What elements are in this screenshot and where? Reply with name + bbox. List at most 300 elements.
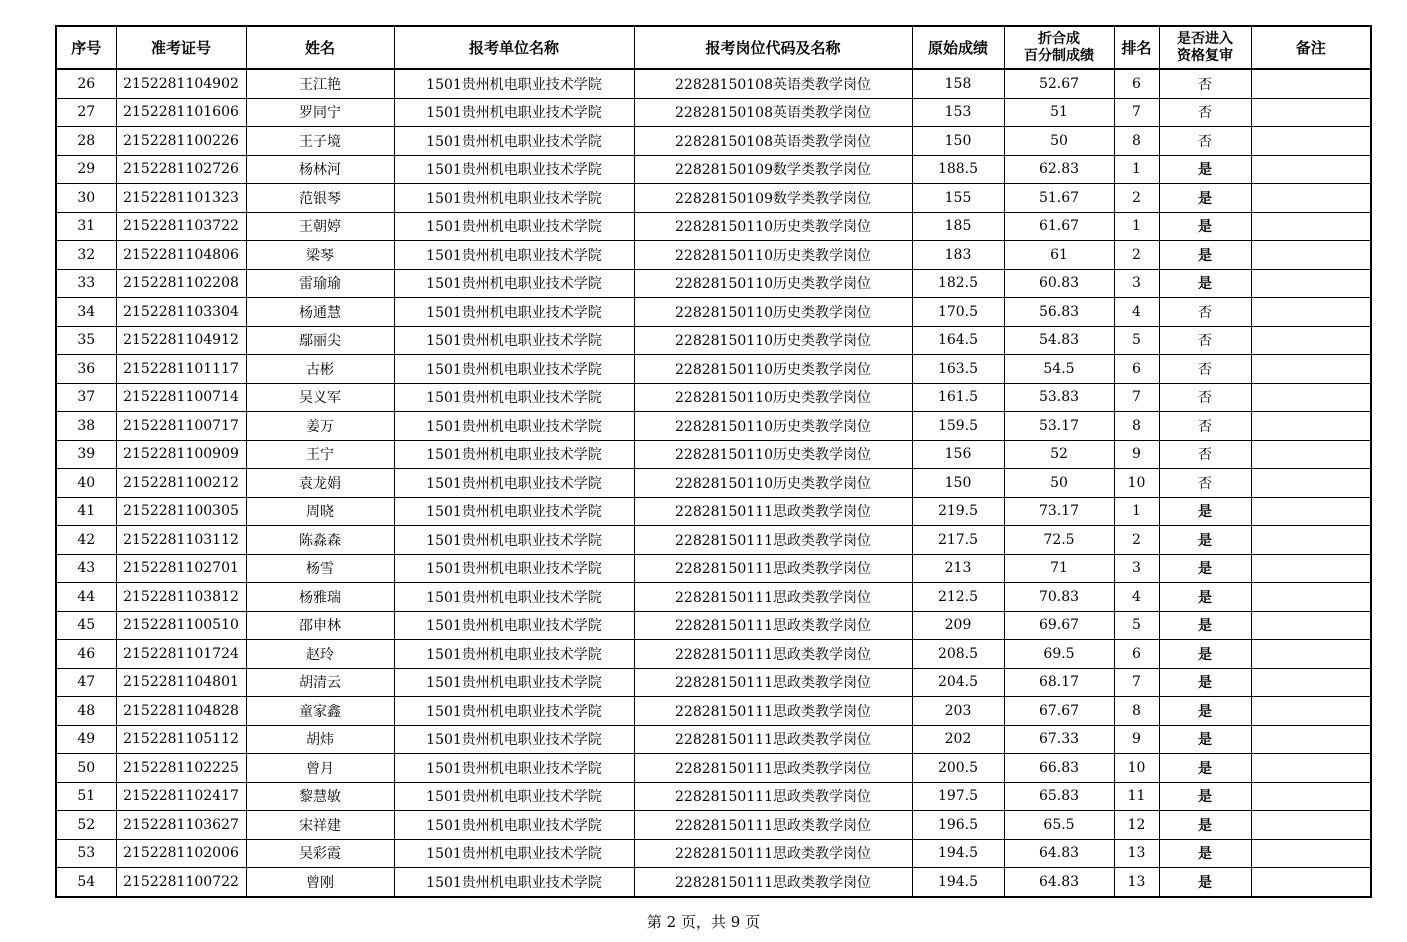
- cell-position: 22828150110历史类教学岗位: [634, 383, 912, 412]
- cell-rank: 2: [1114, 241, 1159, 270]
- cell-exam-id: 2152281100714: [116, 383, 246, 412]
- cell-converted-score: 52: [1004, 440, 1114, 469]
- cell-exam-id: 2152281103112: [116, 526, 246, 555]
- table-row: [56, 326, 1371, 355]
- cell-converted-score: 73.17: [1004, 497, 1114, 526]
- cell-no: 44: [56, 583, 116, 612]
- cell-unit: 1501贵州机电职业技术学院: [394, 811, 634, 840]
- cell-converted-score: 54.5: [1004, 355, 1114, 384]
- cell-qualify: 是: [1159, 668, 1251, 697]
- cell-converted-score: 67.33: [1004, 725, 1114, 754]
- cell-raw-score: 188.5: [912, 155, 1004, 184]
- header-qualify-line1: 是否进入: [1177, 30, 1233, 47]
- cell-rank: 1: [1114, 155, 1159, 184]
- header-converted-score-line1: 折合成: [1038, 30, 1080, 47]
- cell-position: 22828150111思政类教学岗位: [634, 868, 912, 897]
- cell-rank: 4: [1114, 298, 1159, 327]
- cell-qualify: 是: [1159, 526, 1251, 555]
- cell-remark: [1251, 554, 1371, 583]
- cell-exam-id: 2152281104902: [116, 69, 246, 98]
- cell-qualify: 是: [1159, 782, 1251, 811]
- cell-remark: [1251, 298, 1371, 327]
- cell-qualify: 否: [1159, 326, 1251, 355]
- cell-exam-id: 2152281100717: [116, 412, 246, 441]
- cell-raw-score: 203: [912, 697, 1004, 726]
- table-row: [56, 611, 1371, 640]
- cell-converted-score: 50: [1004, 469, 1114, 498]
- cell-name: 童家鑫: [246, 697, 394, 726]
- cell-position: 22828150108英语类教学岗位: [634, 127, 912, 156]
- cell-unit: 1501贵州机电职业技术学院: [394, 697, 634, 726]
- header-converted-score: [1004, 26, 1114, 69]
- header-name: 姓名: [246, 26, 394, 69]
- table-row: [56, 127, 1371, 156]
- cell-exam-id: 2152281102417: [116, 782, 246, 811]
- cell-converted-score: 54.83: [1004, 326, 1114, 355]
- cell-remark: [1251, 497, 1371, 526]
- cell-no: 48: [56, 697, 116, 726]
- cell-qualify: 是: [1159, 839, 1251, 868]
- cell-remark: [1251, 440, 1371, 469]
- cell-rank: 9: [1114, 725, 1159, 754]
- cell-converted-score: 65.83: [1004, 782, 1114, 811]
- cell-no: 51: [56, 782, 116, 811]
- table-row: [56, 811, 1371, 840]
- cell-exam-id: 2152281104801: [116, 668, 246, 697]
- cell-qualify: 是: [1159, 754, 1251, 783]
- cell-position: 22828150111思政类教学岗位: [634, 668, 912, 697]
- cell-converted-score: 51.67: [1004, 184, 1114, 213]
- cell-position: 22828150111思政类教学岗位: [634, 583, 912, 612]
- cell-position: 22828150111思政类教学岗位: [634, 611, 912, 640]
- cell-position: 22828150110历史类教学岗位: [634, 440, 912, 469]
- table-row: [56, 412, 1371, 441]
- cell-exam-id: 2152281100909: [116, 440, 246, 469]
- cell-name: 王江艳: [246, 69, 394, 98]
- table-row: [56, 241, 1371, 270]
- cell-qualify: 是: [1159, 697, 1251, 726]
- cell-converted-score: 69.67: [1004, 611, 1114, 640]
- header-qualify: [1159, 26, 1251, 69]
- cell-qualify: 否: [1159, 98, 1251, 127]
- cell-position: 22828150111思政类教学岗位: [634, 782, 912, 811]
- cell-no: 32: [56, 241, 116, 270]
- cell-remark: [1251, 526, 1371, 555]
- cell-exam-id: 2152281101117: [116, 355, 246, 384]
- table-row: [56, 98, 1371, 127]
- cell-remark: [1251, 611, 1371, 640]
- cell-qualify: 否: [1159, 355, 1251, 384]
- cell-rank: 12: [1114, 811, 1159, 840]
- cell-qualify: 是: [1159, 241, 1251, 270]
- cell-position: 22828150111思政类教学岗位: [634, 640, 912, 669]
- cell-position: 22828150110历史类教学岗位: [634, 298, 912, 327]
- cell-exam-id: 2152281101724: [116, 640, 246, 669]
- cell-raw-score: 156: [912, 440, 1004, 469]
- cell-exam-id: 2152281102726: [116, 155, 246, 184]
- header-position: 报考岗位代码及名称: [634, 26, 912, 69]
- cell-name: 曾刚: [246, 868, 394, 897]
- cell-unit: 1501贵州机电职业技术学院: [394, 127, 634, 156]
- cell-unit: 1501贵州机电职业技术学院: [394, 155, 634, 184]
- cell-name: 宋祥建: [246, 811, 394, 840]
- cell-converted-score: 72.5: [1004, 526, 1114, 555]
- cell-converted-score: 65.5: [1004, 811, 1114, 840]
- cell-name: 王宁: [246, 440, 394, 469]
- cell-name: 鄢丽尖: [246, 326, 394, 355]
- table-row: [56, 583, 1371, 612]
- cell-exam-id: 2152281105112: [116, 725, 246, 754]
- cell-converted-score: 64.83: [1004, 839, 1114, 868]
- cell-rank: 7: [1114, 98, 1159, 127]
- cell-qualify: 否: [1159, 127, 1251, 156]
- cell-exam-id: 2152281100212: [116, 469, 246, 498]
- cell-position: 22828150111思政类教学岗位: [634, 497, 912, 526]
- cell-exam-id: 2152281100226: [116, 127, 246, 156]
- table-row: [56, 184, 1371, 213]
- cell-position: 22828150110历史类教学岗位: [634, 326, 912, 355]
- cell-position: 22828150110历史类教学岗位: [634, 469, 912, 498]
- cell-remark: [1251, 868, 1371, 897]
- cell-qualify: 是: [1159, 184, 1251, 213]
- cell-rank: 3: [1114, 554, 1159, 583]
- cell-no: 45: [56, 611, 116, 640]
- cell-rank: 11: [1114, 782, 1159, 811]
- cell-raw-score: 159.5: [912, 412, 1004, 441]
- cell-remark: [1251, 839, 1371, 868]
- cell-remark: [1251, 184, 1371, 213]
- cell-name: 曾月: [246, 754, 394, 783]
- cell-unit: 1501贵州机电职业技术学院: [394, 611, 634, 640]
- cell-raw-score: 202: [912, 725, 1004, 754]
- cell-no: 28: [56, 127, 116, 156]
- cell-unit: 1501贵州机电职业技术学院: [394, 839, 634, 868]
- cell-remark: [1251, 69, 1371, 98]
- cell-name: 陈淼森: [246, 526, 394, 555]
- cell-exam-id: 2152281104806: [116, 241, 246, 270]
- cell-unit: 1501贵州机电职业技术学院: [394, 440, 634, 469]
- cell-remark: [1251, 782, 1371, 811]
- cell-name: 梁琴: [246, 241, 394, 270]
- cell-unit: 1501贵州机电职业技术学院: [394, 782, 634, 811]
- header-unit: 报考单位名称: [394, 26, 634, 69]
- table-row: [56, 440, 1371, 469]
- cell-rank: 8: [1114, 697, 1159, 726]
- cell-position: 22828150111思政类教学岗位: [634, 526, 912, 555]
- cell-rank: 4: [1114, 583, 1159, 612]
- cell-qualify: 是: [1159, 212, 1251, 241]
- cell-qualify: 是: [1159, 868, 1251, 897]
- cell-unit: 1501贵州机电职业技术学院: [394, 469, 634, 498]
- cell-qualify: 是: [1159, 811, 1251, 840]
- cell-position: 22828150108英语类教学岗位: [634, 69, 912, 98]
- cell-unit: 1501贵州机电职业技术学院: [394, 583, 634, 612]
- cell-converted-score: 71: [1004, 554, 1114, 583]
- cell-no: 34: [56, 298, 116, 327]
- cell-remark: [1251, 127, 1371, 156]
- cell-raw-score: 196.5: [912, 811, 1004, 840]
- cell-remark: [1251, 241, 1371, 270]
- cell-no: 46: [56, 640, 116, 669]
- cell-name: 胡炜: [246, 725, 394, 754]
- cell-exam-id: 2152281100722: [116, 868, 246, 897]
- cell-name: 雷瑜瑜: [246, 269, 394, 298]
- cell-converted-score: 60.83: [1004, 269, 1114, 298]
- cell-rank: 3: [1114, 269, 1159, 298]
- cell-rank: 9: [1114, 440, 1159, 469]
- cell-unit: 1501贵州机电职业技术学院: [394, 298, 634, 327]
- cell-exam-id: 2152281104828: [116, 697, 246, 726]
- cell-remark: [1251, 155, 1371, 184]
- cell-name: 杨通慧: [246, 298, 394, 327]
- cell-raw-score: 197.5: [912, 782, 1004, 811]
- table-row: [56, 782, 1371, 811]
- table-row: [56, 269, 1371, 298]
- cell-no: 33: [56, 269, 116, 298]
- table-row: [56, 640, 1371, 669]
- header-row: [56, 26, 1371, 69]
- cell-qualify: 是: [1159, 611, 1251, 640]
- cell-qualify: 是: [1159, 583, 1251, 612]
- cell-no: 41: [56, 497, 116, 526]
- cell-position: 22828150111思政类教学岗位: [634, 554, 912, 583]
- cell-name: 王子境: [246, 127, 394, 156]
- cell-exam-id: 2152281102701: [116, 554, 246, 583]
- cell-unit: 1501贵州机电职业技术学院: [394, 412, 634, 441]
- cell-unit: 1501贵州机电职业技术学院: [394, 383, 634, 412]
- cell-unit: 1501贵州机电职业技术学院: [394, 326, 634, 355]
- cell-rank: 5: [1114, 326, 1159, 355]
- table-body: [56, 69, 1371, 897]
- cell-position: 22828150110历史类教学岗位: [634, 269, 912, 298]
- table-row: [56, 69, 1371, 98]
- cell-position: 22828150109数学类教学岗位: [634, 155, 912, 184]
- cell-converted-score: 56.83: [1004, 298, 1114, 327]
- header-exam-id: 准考证号: [116, 26, 246, 69]
- cell-remark: [1251, 725, 1371, 754]
- table-row: [56, 212, 1371, 241]
- cell-no: 52: [56, 811, 116, 840]
- cell-position: 22828150111思政类教学岗位: [634, 754, 912, 783]
- table-row: [56, 725, 1371, 754]
- cell-raw-score: 158: [912, 69, 1004, 98]
- header-qualify-line2: 资格复审: [1177, 47, 1233, 64]
- table-row: [56, 668, 1371, 697]
- cell-name: 袁龙娟: [246, 469, 394, 498]
- cell-raw-score: 163.5: [912, 355, 1004, 384]
- cell-remark: [1251, 754, 1371, 783]
- header-rank: 排名: [1114, 26, 1159, 69]
- cell-name: 赵玲: [246, 640, 394, 669]
- cell-raw-score: 164.5: [912, 326, 1004, 355]
- cell-converted-score: 62.83: [1004, 155, 1114, 184]
- cell-rank: 10: [1114, 469, 1159, 498]
- cell-raw-score: 150: [912, 127, 1004, 156]
- cell-remark: [1251, 98, 1371, 127]
- cell-rank: 1: [1114, 212, 1159, 241]
- cell-converted-score: 61: [1004, 241, 1114, 270]
- cell-converted-score: 53.83: [1004, 383, 1114, 412]
- cell-qualify: 是: [1159, 640, 1251, 669]
- cell-raw-score: 212.5: [912, 583, 1004, 612]
- cell-no: 30: [56, 184, 116, 213]
- cell-exam-id: 2152281100305: [116, 497, 246, 526]
- cell-raw-score: 194.5: [912, 868, 1004, 897]
- cell-qualify: 否: [1159, 440, 1251, 469]
- cell-converted-score: 53.17: [1004, 412, 1114, 441]
- cell-raw-score: 219.5: [912, 497, 1004, 526]
- cell-no: 36: [56, 355, 116, 384]
- cell-raw-score: 213: [912, 554, 1004, 583]
- cell-raw-score: 217.5: [912, 526, 1004, 555]
- cell-unit: 1501贵州机电职业技术学院: [394, 212, 634, 241]
- cell-converted-score: 66.83: [1004, 754, 1114, 783]
- cell-no: 31: [56, 212, 116, 241]
- cell-exam-id: 2152281100510: [116, 611, 246, 640]
- cell-no: 49: [56, 725, 116, 754]
- cell-no: 29: [56, 155, 116, 184]
- cell-unit: 1501贵州机电职业技术学院: [394, 269, 634, 298]
- page-number: 第 2 页，共 9 页: [646, 913, 761, 931]
- cell-rank: 6: [1114, 69, 1159, 98]
- cell-raw-score: 200.5: [912, 754, 1004, 783]
- cell-raw-score: 185: [912, 212, 1004, 241]
- cell-name: 古彬: [246, 355, 394, 384]
- cell-rank: 6: [1114, 640, 1159, 669]
- cell-rank: 2: [1114, 184, 1159, 213]
- cell-exam-id: 2152281102208: [116, 269, 246, 298]
- cell-exam-id: 2152281101606: [116, 98, 246, 127]
- table-row: [56, 868, 1371, 897]
- cell-rank: 2: [1114, 526, 1159, 555]
- table-row: [56, 554, 1371, 583]
- cell-raw-score: 170.5: [912, 298, 1004, 327]
- table-row: [56, 355, 1371, 384]
- cell-unit: 1501贵州机电职业技术学院: [394, 554, 634, 583]
- cell-exam-id: 2152281103304: [116, 298, 246, 327]
- cell-qualify: 是: [1159, 155, 1251, 184]
- cell-converted-score: 50: [1004, 127, 1114, 156]
- cell-raw-score: 161.5: [912, 383, 1004, 412]
- cell-unit: 1501贵州机电职业技术学院: [394, 69, 634, 98]
- cell-unit: 1501贵州机电职业技术学院: [394, 355, 634, 384]
- cell-exam-id: 2152281103627: [116, 811, 246, 840]
- cell-rank: 8: [1114, 127, 1159, 156]
- table-header: [56, 26, 1371, 69]
- table-row: [56, 754, 1371, 783]
- cell-remark: [1251, 412, 1371, 441]
- cell-position: 22828150110历史类教学岗位: [634, 241, 912, 270]
- cell-exam-id: 2152281103812: [116, 583, 246, 612]
- cell-rank: 7: [1114, 383, 1159, 412]
- cell-remark: [1251, 697, 1371, 726]
- cell-converted-score: 70.83: [1004, 583, 1114, 612]
- cell-unit: 1501贵州机电职业技术学院: [394, 868, 634, 897]
- cell-remark: [1251, 355, 1371, 384]
- cell-position: 22828150110历史类教学岗位: [634, 212, 912, 241]
- cell-name: 范银琴: [246, 184, 394, 213]
- cell-qualify: 是: [1159, 269, 1251, 298]
- cell-remark: [1251, 469, 1371, 498]
- cell-remark: [1251, 668, 1371, 697]
- cell-unit: 1501贵州机电职业技术学院: [394, 98, 634, 127]
- table-row: [56, 469, 1371, 498]
- cell-no: 37: [56, 383, 116, 412]
- cell-unit: 1501贵州机电职业技术学院: [394, 184, 634, 213]
- cell-name: 姜万: [246, 412, 394, 441]
- cell-position: 22828150110历史类教学岗位: [634, 355, 912, 384]
- cell-rank: 6: [1114, 355, 1159, 384]
- cell-name: 杨雪: [246, 554, 394, 583]
- cell-qualify: 否: [1159, 383, 1251, 412]
- cell-position: 22828150110历史类教学岗位: [634, 412, 912, 441]
- cell-remark: [1251, 383, 1371, 412]
- cell-exam-id: 2152281102225: [116, 754, 246, 783]
- cell-no: 35: [56, 326, 116, 355]
- table-row: [56, 383, 1371, 412]
- cell-rank: 13: [1114, 839, 1159, 868]
- cell-name: 邵申林: [246, 611, 394, 640]
- cell-name: 杨雅瑞: [246, 583, 394, 612]
- cell-name: 黎慧敏: [246, 782, 394, 811]
- results-table: [55, 25, 1372, 898]
- cell-rank: 8: [1114, 412, 1159, 441]
- cell-position: 22828150109数学类教学岗位: [634, 184, 912, 213]
- cell-exam-id: 2152281102006: [116, 839, 246, 868]
- cell-raw-score: 183: [912, 241, 1004, 270]
- cell-converted-score: 68.17: [1004, 668, 1114, 697]
- table-row: [56, 839, 1371, 868]
- cell-qualify: 否: [1159, 469, 1251, 498]
- cell-raw-score: 208.5: [912, 640, 1004, 669]
- cell-no: 50: [56, 754, 116, 783]
- cell-unit: 1501贵州机电职业技术学院: [394, 668, 634, 697]
- cell-rank: 7: [1114, 668, 1159, 697]
- cell-remark: [1251, 640, 1371, 669]
- cell-name: 罗同宁: [246, 98, 394, 127]
- cell-remark: [1251, 811, 1371, 840]
- cell-converted-score: 69.5: [1004, 640, 1114, 669]
- header-raw-score: 原始成绩: [912, 26, 1004, 69]
- cell-remark: [1251, 326, 1371, 355]
- cell-no: 42: [56, 526, 116, 555]
- cell-no: 40: [56, 469, 116, 498]
- cell-raw-score: 209: [912, 611, 1004, 640]
- cell-unit: 1501贵州机电职业技术学院: [394, 725, 634, 754]
- cell-rank: 13: [1114, 868, 1159, 897]
- header-converted-score-line2: 百分制成绩: [1024, 47, 1094, 64]
- cell-no: 54: [56, 868, 116, 897]
- cell-no: 38: [56, 412, 116, 441]
- cell-position: 22828150111思政类教学岗位: [634, 697, 912, 726]
- table-row: [56, 526, 1371, 555]
- cell-remark: [1251, 212, 1371, 241]
- cell-no: 26: [56, 69, 116, 98]
- cell-converted-score: 67.67: [1004, 697, 1114, 726]
- cell-no: 53: [56, 839, 116, 868]
- cell-qualify: 否: [1159, 412, 1251, 441]
- cell-exam-id: 2152281104912: [116, 326, 246, 355]
- cell-raw-score: 182.5: [912, 269, 1004, 298]
- cell-no: 47: [56, 668, 116, 697]
- cell-exam-id: 2152281103722: [116, 212, 246, 241]
- cell-raw-score: 150: [912, 469, 1004, 498]
- cell-no: 43: [56, 554, 116, 583]
- cell-unit: 1501贵州机电职业技术学院: [394, 241, 634, 270]
- table-row: [56, 497, 1371, 526]
- cell-qualify: 否: [1159, 298, 1251, 327]
- cell-converted-score: 51: [1004, 98, 1114, 127]
